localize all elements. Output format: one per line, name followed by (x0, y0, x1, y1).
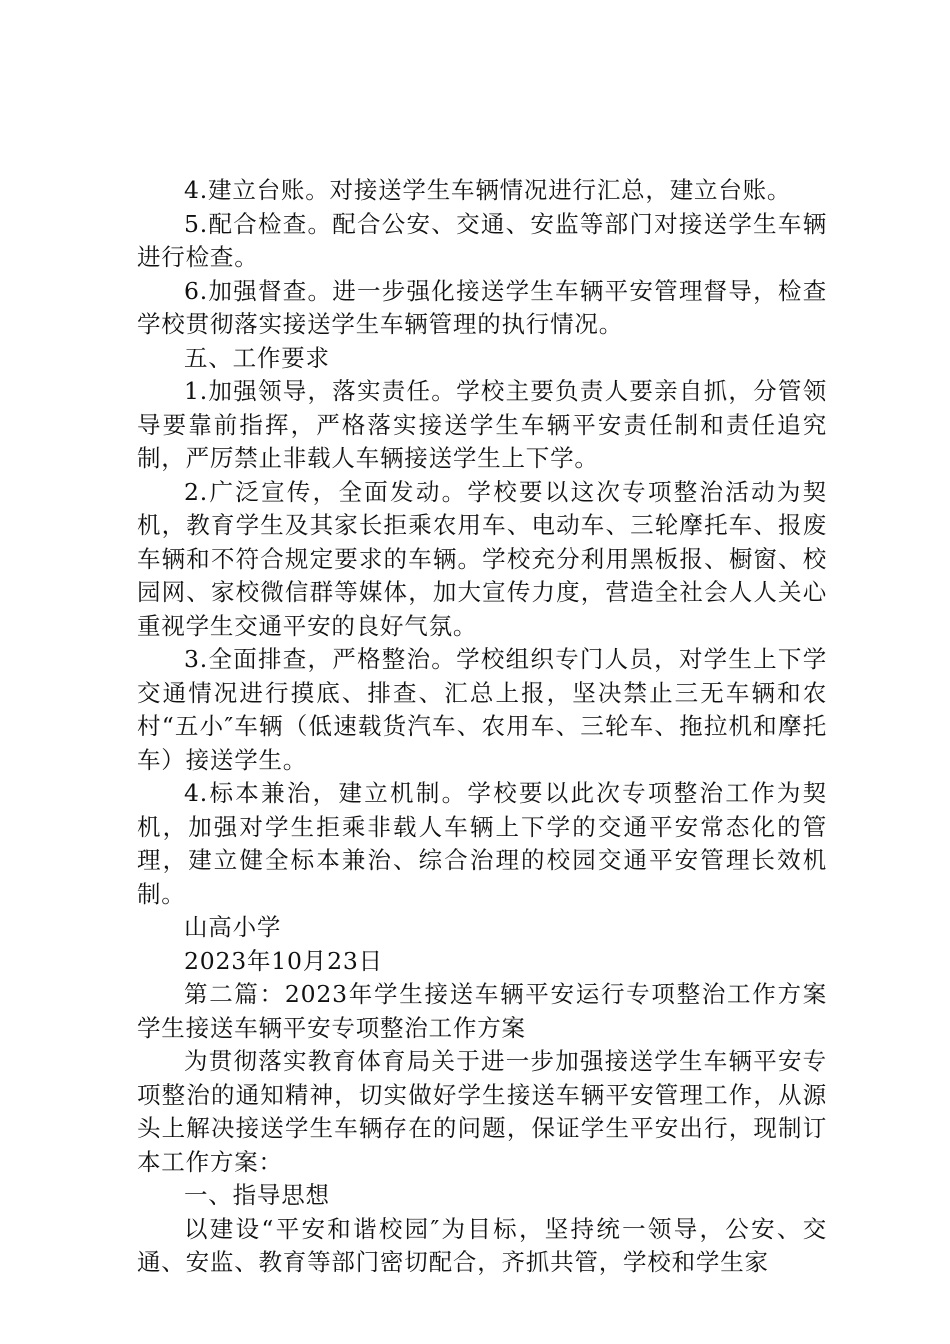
paragraph-leadership: 1.加强领导，落实责任。学校主要负责人要亲自抓，分管领导要靠前指挥，严格落实接送学生车辆平安责任制和责任追究制，严厉禁止非载人车辆接送学生上下学。 (137, 377, 827, 472)
document-body (137, 174, 827, 1280)
paragraph-supervision: 6.加强督查。进一步强化接送学生车辆平安管理督导，检查学校贯彻落实接送学生车辆管理的执行情况。 (137, 276, 827, 338)
paragraph-inspection: 3.全面排查，严格整治。学校组织专门人员，对学生上下学交通情况进行摸底、排查、汇总上报，坚决禁止三无车辆和农村“五小″车辆（低速载货汽车、农用车、三轮车、拖拉机和摩托车）接送学生。 (137, 645, 827, 774)
paragraph-mechanism: 4.标本兼治，建立机制。学校要以此次专项整治工作为契机，加强对学生拒乘非载人车辆上下学的交通平安常态化的管理，建立健全标本兼治、综合治理的校园交通平安管理长效机制。 (137, 779, 827, 908)
second-article-title: 第二篇：2023年学生接送车辆平安运行专项整治工作方案学生接送车辆平安专项整治工作方案 (137, 980, 827, 1042)
signature-school: 山高小学 (184, 913, 282, 941)
signature-date: 2023年10月23日 (184, 946, 383, 975)
section-heading-requirements: 五、工作要求 (184, 343, 330, 372)
paragraph-ledger: 4.建立台账。对接送学生车辆情况进行汇总，建立台账。 (184, 176, 792, 204)
paragraph-publicity: 2.广泛宣传，全面发动。学校要以这次专项整治活动为契机，教育学生及其家长拒乘农用车、电动车、三轮摩托车、报废车辆和不符合规定要求的车辆。学校充分利用黑板报、橱窗、校园网、家校微信群等媒体，加大宣传力度，营造全社会人人关心重视学生交通平安的良好气氛。 (137, 477, 827, 640)
paragraph-intro: 为贯彻落实教育体育局关于进一步加强接送学生车辆平安专项整治的通知精神，切实做好学生接送车辆平安管理工作，从源头上解决接送学生车辆存在的问题，保证学生平安出行，现制订本工作方案： (137, 1047, 827, 1176)
section-heading-guiding-thought: 一、指导思想 (184, 1181, 330, 1209)
paragraph-cooperate-inspection: 5.配合检查。配合公安、交通、安监等部门对接送学生车辆进行检查。 (137, 209, 827, 271)
paragraph-guiding-thought: 以建设“平安和谐校园″为目标，坚持统一领导，公安、交通、安监、教育等部门密切配合，齐抓共管，学校和学生家 (137, 1214, 827, 1276)
